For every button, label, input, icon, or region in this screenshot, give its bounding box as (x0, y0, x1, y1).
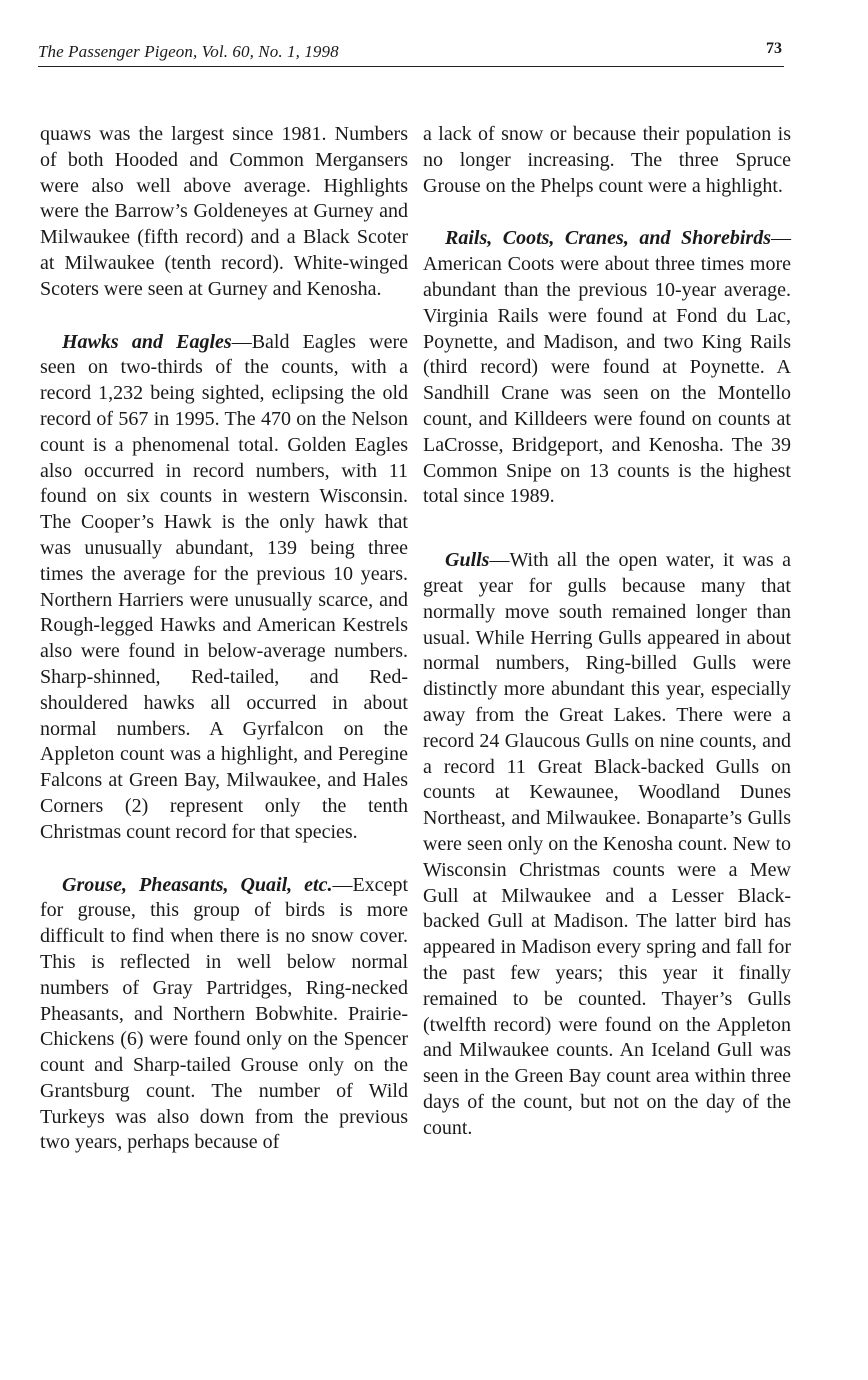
journal-title: The Passenger Pigeon, Vol. 60, No. 1, 1998 (38, 42, 339, 61)
section-body-gulls: —With all the open water, it was a great year for gulls because many that normally move south remained longer than usual. While Herring Gulls appeared in about normal numbers, Ring-billed Gulls were distinctly more abundant this year, especially away from the Great Lakes. There were a record 24 Glaucous Gulls on nine counts, and a record 11 Great Black-backed Gulls on counts at Kewaunee, Woodland Dunes Northeast, and Milwaukee. Bonaparte’s Gulls were seen only on the Kenosha count. New to Wisconsin Christmas counts were a Mew Gull at Milwaukee and a Lesser Black-backed Gull at Madison. The latter bird has appeared in Madison every spring and fall for the past few years; this year it finally remained to be counted. Thayer’s Gulls (twelfth record) were found on the Appleton and Milwaukee counts. An Iceland Gull was seen in the Green Bay count area within three days of the count, but not on the day of the count. (423, 549, 791, 1139)
section-body-grouse-pheasants-quail: —Except for grouse, this group of birds is more difficult to find when there is no snow cover. This is reflected in well below normal numbers of Gray Partridges, Ring-necked Pheasants, and Northern Bobwhite. Prairie-Chickens (6) were found only on the Spencer count and Sharp-tailed Grouse only on the Grantsburg count. The number of Wild Turkeys was also down from the previous two years, perhaps because of (40, 873, 408, 1154)
running-head (38, 40, 784, 67)
section-heading-gulls: Gulls (445, 549, 490, 572)
paragraph-ducks-continued: quaws was the largest since 1981. Numbers of both Hooded and Common Mergansers were also well above average. Highlights were the Barrow’s Goldeneyes at Gurney and Milwaukee (fifth record) and a Black Scoter at Milwaukee (tenth record). White-winged Scoters were seen at Gurney and Kenosha. (40, 123, 408, 300)
page-number: 73 (766, 40, 782, 57)
section-body-rails-coots-cranes-shorebirds: —American Coots were about three times more abundant than the previous 10-year average. Virginia Rails were found at Fond du Lac, Poynette, and Madison, and two King Rails (third record) were found at Poynette. A Sandhill Crane was seen on the Montello count, and Killdeers were found on counts at LaCrosse, Bridgeport, and Kenosha. The 39 Common Snipe on 13 counts is the highest total since 1989. (423, 227, 791, 508)
right-column (423, 122, 791, 1141)
paragraph-rails-coots-cranes-shorebirds (423, 226, 791, 510)
section-heading-hawks-and-eagles: Hawks and Eagles (62, 330, 232, 353)
paragraph-grouse-pheasants-quail (40, 873, 408, 1157)
paragraph-grouse-continued: a lack of snow or because their population is no longer increasing. The three Spruce Grouse on the Phelps count were a highlight. (423, 123, 791, 197)
section-heading-grouse-pheasants-quail: Grouse, Pheasants, Quail, etc. (62, 873, 333, 896)
paragraph-gulls (423, 548, 791, 1141)
section-body-hawks-and-eagles: —Bald Eagles were seen on two-thirds of the counts, with a record 1,232 being sighted, eclipsing the old record of 567 in 1995. The 470 on the Nelson count is a phenomenal total. Golden Eagles also occurred in record numbers, with 11 found on six counts in western Wisconsin. The Cooper’s Hawk is the only hawk that was unusually abundant, 139 being three times the average for the previous 10 years. Northern Harriers were unusually scarce, and Rough-legged Hawks and American Kestrels also were found in below-average numbers. Sharp-shinned, Red-tailed, and Red-shouldered hawks all occurred in about normal numbers. A Gyrfalcon on the Appleton count was a highlight, and Peregine Falcons at Green Bay, Milwaukee, and Hales Corners (2) represent only the tenth Christmas count record for that species. (40, 330, 408, 843)
section-heading-rails-coots-cranes-shorebirds: Rails, Coots, Cranes, and Shorebirds (445, 227, 771, 250)
left-column (40, 122, 408, 1156)
paragraph-hawks-and-eagles (40, 330, 408, 846)
